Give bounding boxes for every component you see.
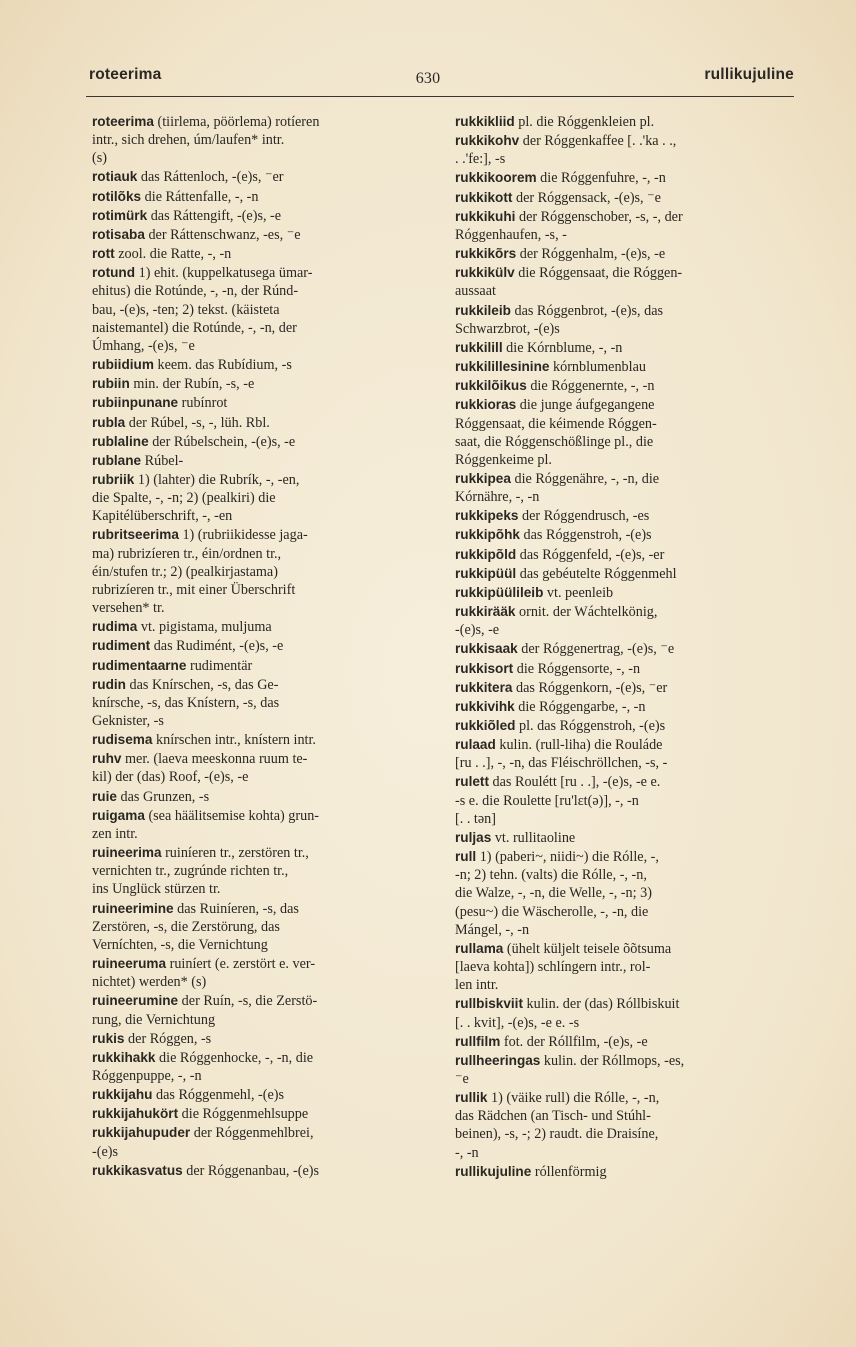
headword: rukkipüül [455, 565, 517, 581]
definition: das Ruiníeren, -s, das Zerstören, -s, die Zerstörung, das Verníchten, -s, die Vernichtung [92, 900, 299, 953]
definition: die Róggenfuhre, -, -n [536, 170, 666, 187]
dictionary-entry [455, 717, 795, 735]
definition: rubínrot [178, 395, 228, 412]
dictionary-entry [455, 208, 795, 244]
definition: vt. pigistama, muljuma [137, 619, 272, 636]
definition: zool. die Ratte, -, -n [114, 246, 232, 263]
definition: vt. peenleib [543, 584, 614, 601]
dictionary-entry [92, 1124, 432, 1160]
headword: rukkikliid [455, 114, 515, 129]
headword: rukkijahupuder [92, 1125, 191, 1141]
definition: (sea häälitsemise kohta) grun- zen intr. [92, 807, 320, 842]
headword: rull [455, 849, 477, 865]
headword: rukkikasvatus [92, 1162, 183, 1178]
headword: rukkijahukört [92, 1106, 179, 1122]
definition: kulin. der (das) Róllbiskuit [. . kvit], -(e)s, -e e. -s [455, 996, 680, 1031]
headword: rukkioras [455, 397, 517, 413]
headword: rotiauk [92, 169, 138, 185]
dictionary-entry [455, 736, 795, 772]
definition: (ühelt küljelt teisele õõtsuma [laeva kohta]) schlíngern intr., rol- len intr. [455, 940, 672, 994]
definition: der Róggensack, -(e)s, ⁻e [512, 189, 661, 206]
headword: ruineerima [92, 845, 162, 861]
headword: rukkikõrs [455, 246, 517, 262]
dictionary-entry [92, 1105, 432, 1123]
dictionary-entry [92, 168, 432, 186]
headword: rubiin [92, 376, 130, 392]
headword: rotisaba [92, 226, 145, 242]
dictionary-entry [92, 1086, 432, 1104]
right-guide-word: rullikujuline [704, 66, 794, 83]
headword: rubla [92, 414, 126, 430]
definition: das Roulétt [ru . .], -(e)s, -e e. -s e. die Roulette [ru'lɛt(ə)], -, -n [. . tən] [455, 774, 661, 827]
headword: rotimürk [92, 207, 148, 223]
headword: rukkiõled [455, 718, 516, 733]
dictionary-entry [455, 507, 795, 525]
definition: rudimentär [186, 657, 253, 674]
dictionary-entry [455, 603, 795, 639]
dictionary-entry [455, 358, 795, 376]
definition: 1) (rubriikidesse jaga- ma) rubrizíeren tr., éin/ordnen tr., éin/stufen tr.; 2) (pealkirjastama) rubrizíeren tr., mit einer Überschrift versehen* tr. [92, 527, 308, 617]
definition: kórnblumenblau [549, 359, 646, 376]
dictionary-entry [455, 995, 795, 1031]
definition: die Róggenernte, -, -n [526, 378, 655, 395]
dictionary-entry [455, 1052, 795, 1088]
definition: der Róggendrusch, -es [518, 508, 650, 525]
headword: rukkikülv [455, 265, 515, 281]
definition: die junge áufgegangene Róggensaat, die kéimende Róggen- saat, die Róggenschößlinge pl., die Róggenkeime pl. [455, 397, 657, 468]
dictionary-entry [455, 264, 795, 300]
definition: die Ráttenfalle, -, -n [141, 188, 259, 205]
definition: 1) (lahter) die Rubrík, -, -en, die Spalte, -, -n; 2) (pealkiri) die Kapitélüberschrift, -, -en [92, 471, 300, 525]
headword: rublaline [92, 433, 149, 449]
definition: das Ráttenloch, -(e)s, ⁻er [137, 169, 284, 186]
dictionary-entry [92, 1049, 432, 1085]
dictionary-entry [92, 414, 432, 432]
definition: das Róggenstroh, -(e)s [519, 527, 652, 544]
definition: der Ráttenschwanz, -es, ⁻e [144, 226, 301, 243]
headword: rullik [455, 1090, 488, 1106]
dictionary-entry [455, 132, 795, 168]
dictionary-entry [92, 637, 432, 655]
definition: das Grunzen, -s [116, 788, 210, 805]
headword: rotilõks [92, 188, 142, 204]
definition: der Róggenhalm, -(e)s, -e [516, 246, 666, 263]
dictionary-entry [92, 807, 432, 843]
dictionary-entry [92, 394, 432, 412]
dictionary-entry [92, 618, 432, 636]
dictionary-entry [92, 471, 432, 525]
dictionary-entry [92, 356, 432, 374]
definition: das Róggenkorn, -(e)s, ⁻er [512, 679, 668, 696]
definition: kulin. der Róllmops, -es, ⁻e [455, 1052, 685, 1087]
headword: rudimentaarne [92, 657, 187, 673]
definition: das Róggenmehl, -(e)s [152, 1087, 285, 1104]
definition: der Róggenanbau, -(e)s [182, 1162, 319, 1179]
headword: rullfilm [455, 1033, 501, 1049]
headword: ruhv [92, 751, 122, 767]
headword: rubriik [92, 471, 135, 487]
dictionary-entry [455, 546, 795, 564]
headword: rullheeringas [455, 1052, 541, 1068]
dictionary-entry [92, 452, 432, 470]
definition: das Róggenfeld, -(e)s, -er [516, 546, 665, 563]
definition: ruiníert (e. zerstört e. ver- nichtet) werden* (s) [92, 956, 316, 991]
dictionary-entry [455, 396, 795, 469]
dictionary-entry [92, 207, 432, 225]
dictionary-entry [455, 1163, 795, 1181]
headword: rukkisaak [455, 641, 518, 657]
definition: Rúbel- [141, 452, 184, 469]
headword: ruigama [92, 807, 145, 823]
headword: rudisema [92, 732, 153, 748]
dictionary-entry [92, 900, 432, 954]
dictionary-entry [92, 1030, 432, 1048]
headword: rulett [455, 774, 489, 790]
headword: ruineeruma [92, 956, 167, 972]
dictionary-entry [455, 940, 795, 994]
definition: der Rúbelschein, -(e)s, -e [148, 433, 296, 450]
definition: das Ráttengift, -(e)s, -e [147, 207, 282, 224]
dictionary-entry [455, 245, 795, 263]
dictionary-entry [92, 844, 432, 898]
definition: knírschen intr., knístern intr. [152, 732, 316, 749]
headword: rullikujuline [455, 1163, 532, 1179]
dictionary-entry [455, 526, 795, 544]
dictionary-entry [92, 188, 432, 206]
definition: fot. der Róllfilm, -(e)s, -e [500, 1033, 648, 1050]
dictionary-entry [455, 773, 795, 827]
headword: rukkivihk [455, 698, 515, 714]
headword: rukkilill [455, 339, 503, 355]
dictionary-entry [92, 1162, 432, 1180]
headword: rotund [92, 265, 136, 281]
right-column [455, 113, 795, 1182]
dictionary-entry [455, 660, 795, 678]
headword: rukkikoorem [455, 170, 537, 186]
definition: ornit. der Wáchtelkönig, -(e)s, -e [455, 604, 658, 639]
dictionary-entry [92, 375, 432, 393]
headword: ruie [92, 788, 117, 804]
dictionary-entry [455, 565, 795, 583]
headword: ruljas [455, 829, 492, 845]
headword: rukkileib [455, 302, 511, 318]
definition: der Róggenschober, -s, -, der Róggenhaufen, -s, - [455, 208, 683, 243]
definition: die Róggengarbe, -, -n [514, 698, 646, 715]
dictionary-entry [92, 113, 432, 167]
headword: rullbiskviit [455, 996, 523, 1012]
definition: keem. das Rubídium, -s [153, 357, 292, 374]
dictionary-entry [92, 750, 432, 786]
definition: der Rúbel, -s, -, lüh. Rbl. [125, 414, 270, 431]
definition: das Rudimént, -(e)s, -e [150, 638, 284, 655]
headword: rubiidium [92, 357, 154, 373]
definition: pl. die Róggenkleien pl. [514, 114, 655, 130]
dictionary-entry [92, 992, 432, 1028]
headword: rullama [455, 940, 504, 956]
dictionary-entry [92, 226, 432, 244]
dictionary-entry [455, 1089, 795, 1162]
headword: rulaad [455, 737, 496, 753]
dictionary-entry [455, 339, 795, 357]
headword: ruineerumine [92, 993, 179, 1009]
definition: die Róggensorte, -, -n [513, 660, 641, 677]
headword: rubiinpunane [92, 395, 179, 411]
headword: rudin [92, 676, 126, 692]
headword: rukkipõhk [455, 527, 520, 543]
headword: rukkisort [455, 660, 514, 676]
headword: rukkijahu [92, 1087, 153, 1103]
headword: rukkilõikus [455, 378, 527, 394]
definition: das gebéutelte Róggenmehl [516, 565, 677, 582]
definition: das Róggenbrot, -(e)s, das Schwarzbrot, -(e)s [455, 302, 664, 337]
definition: min. der Rubín, -s, -e [129, 376, 255, 393]
dictionary-entry [455, 698, 795, 716]
headword: rott [92, 246, 115, 262]
headword: rukkipõld [455, 546, 517, 562]
dictionary-entry [92, 955, 432, 991]
definition: mer. (laeva meeskonna ruum te- kil) der (das) Roof, -(e)s, -e [92, 751, 308, 786]
definition: 1) ehit. (kuppelkatusega ümar- ehitus) die Rotúnde, -, -n, der Rúnd- bau, -(e)s, -ten; 2) tekst. (käisteta naistemantel) die Rotúnde, -, -n, der Úmhang, -(e)s, ⁻e [92, 265, 313, 354]
dictionary-entry [455, 189, 795, 207]
headword: rukkihakk [92, 1049, 156, 1065]
dictionary-entry [92, 264, 432, 355]
headword: rukkikuhi [455, 208, 516, 224]
definition: 1) (väike rull) die Rólle, -, -n, das Rädchen (an Tisch- und Stúhl- beinen), -s, -; 2) raudt. die Draisíne, -, -n [455, 1090, 660, 1161]
headword: rukis [92, 1030, 125, 1046]
headword: rublane [92, 452, 142, 468]
dictionary-entry [455, 640, 795, 658]
headword: rukkipea [455, 470, 511, 486]
headword: roteerima [92, 114, 154, 129]
definition: ruiníeren tr., zerstören tr., vernichten tr., zugrúnde richten tr., ins Unglück stürzen tr. [92, 845, 309, 898]
definition: kulin. (rull-liha) die Rouláde [ru . .], -, -n, das Fléischröllchen, -s, - [455, 737, 668, 772]
definition: die Kórnblume, -, -n [502, 339, 623, 356]
definition: der Róggenmehlbrei, -(e)s [92, 1125, 314, 1160]
definition: der Róggenkaffee [. .'ka . ., . .'fe:], -s [455, 133, 677, 168]
dictionary-entry [92, 433, 432, 451]
dictionary-entry [455, 679, 795, 697]
dictionary-entry [455, 1033, 795, 1051]
headword: rukkipeks [455, 508, 519, 524]
definition: der Ruín, -s, die Zerstö- rung, die Vernichtung [92, 993, 318, 1028]
dictionary-entry [455, 584, 795, 602]
dictionary-entry [92, 657, 432, 675]
definition: die Róggenmehlsuppe [178, 1106, 309, 1123]
definition: róllenförmig [531, 1163, 607, 1180]
dictionary-entry [92, 245, 432, 263]
dictionary-entry [455, 302, 795, 338]
definition: 1) (paberi~, niidi~) die Rólle, -, -n; 2) tehn. (valts) die Rólle, -, -n, die Walze, -, -n, die Welle, -, -n; 3) (pesu~) die Wäscherolle, -, -n, die Mángel, -, -n [455, 849, 659, 938]
headword: rudima [92, 619, 138, 635]
dictionary-entry [455, 377, 795, 395]
definition: die Róggensaat, die Róggen- aussaat [455, 265, 683, 300]
page-number: 630 [415, 70, 441, 87]
headword: rukkipüülileib [455, 584, 544, 600]
dictionary-entry [92, 676, 432, 730]
dictionary-entry [455, 113, 795, 131]
headword: rukkikohv [455, 133, 520, 149]
dictionary-entry [455, 848, 795, 939]
headword: rukkirääk [455, 604, 516, 620]
dictionary-entry [92, 731, 432, 749]
dictionary-entry [92, 788, 432, 806]
headword: rukkitera [455, 679, 513, 695]
headword: rudiment [92, 638, 151, 654]
definition: das Knírschen, -s, das Ge- knírsche, -s, das Knístern, -s, das Geknister, -s [92, 676, 280, 729]
definition: der Róggenertrag, -(e)s, ⁻e [517, 641, 675, 658]
definition: (tiirlema, pöörlema) rotíeren intr., sich drehen, úm/laufen* intr. (s) [92, 114, 320, 167]
definition: der Róggen, -s [124, 1030, 212, 1047]
dictionary-entry [455, 829, 795, 847]
definition: vt. rullitaoline [491, 829, 576, 846]
dictionary-entry [455, 169, 795, 187]
dictionary-entry [92, 526, 432, 617]
headword: rukkikott [455, 189, 513, 205]
headword: rukkilillesinine [455, 359, 550, 375]
left-column [92, 113, 432, 1181]
definition: die Róggenhocke, -, -n, die Róggenpuppe, -, -n [92, 1049, 314, 1084]
header-rule [86, 96, 794, 97]
headword: ruineerimine [92, 900, 174, 916]
left-guide-word: roteerima [89, 66, 162, 83]
definition: die Róggenähre, -, -n, die Kórnähre, -, -n [455, 470, 660, 506]
definition: pl. das Róggenstroh, -(e)s [515, 718, 666, 734]
headword: rubritseerima [92, 527, 179, 543]
dictionary-entry [455, 470, 795, 506]
